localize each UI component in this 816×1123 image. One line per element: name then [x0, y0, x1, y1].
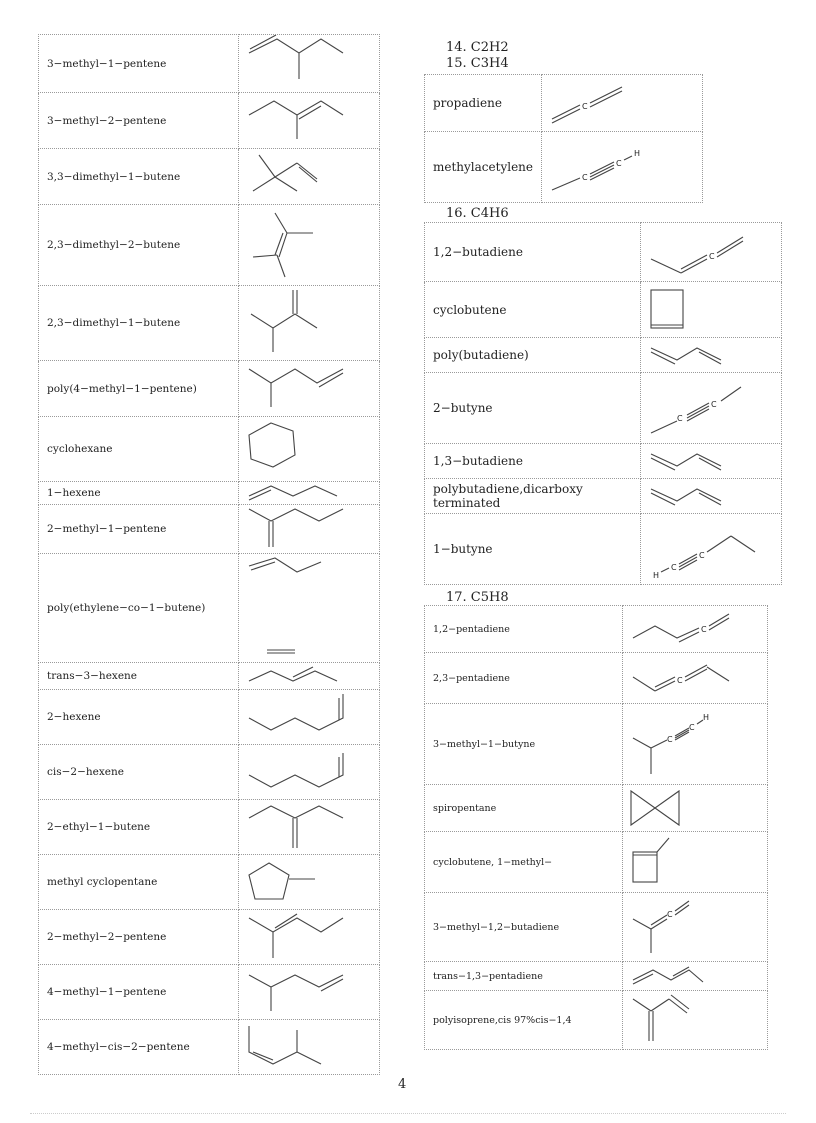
table-row: [425, 373, 782, 444]
compound-name: propadiene: [425, 75, 542, 132]
compound-name: 3−methyl−1−butyne: [425, 704, 623, 785]
compound-name: 2−methyl−2−pentene: [39, 910, 239, 965]
structure-2-3-dimethyl-1-butene: [239, 286, 380, 361]
heading-c5h8: 17. C5H8: [446, 590, 509, 605]
structure-2-butyne: [641, 373, 782, 444]
compound-name: 3,3−dimethyl−1−butene: [39, 149, 239, 205]
compound-name: 3−methyl−1,2−butadiene: [425, 893, 623, 962]
table-row: [425, 223, 782, 282]
compound-name: 1,3−butadiene: [425, 444, 641, 479]
compound-name: 2,3−dimethyl−1−butene: [39, 286, 239, 361]
table-row: [39, 745, 380, 800]
svg-text:C: C: [582, 102, 588, 111]
compound-name: 1−hexene: [39, 482, 239, 505]
svg-text:H: H: [653, 571, 660, 580]
structure-1-2-butadiene: [641, 223, 782, 282]
structure-2-methyl-1-pentene: [239, 505, 380, 554]
table-row: [39, 554, 380, 663]
structure-3-methyl-1-pentene: [239, 35, 380, 93]
structure-3-methyl-1-butyne: [623, 704, 768, 785]
table-row: [39, 505, 380, 554]
table-row: [425, 785, 768, 832]
compound-name: 1,2−butadiene: [425, 223, 641, 282]
structure-3-methyl-1-2-butadiene: [623, 893, 768, 962]
compound-name: methyl cyclopentane: [39, 855, 239, 910]
table-row: [39, 1020, 380, 1075]
table-row: [39, 800, 380, 855]
table-row: [39, 149, 380, 205]
structure-2-ethyl-1-butene: [239, 800, 380, 855]
table-row: [39, 482, 380, 505]
structure-propadiene: [542, 75, 703, 132]
heading-c2h2: 14. C2H2: [446, 40, 509, 55]
structure-1-butyne: [641, 514, 782, 585]
svg-text:C: C: [677, 676, 683, 685]
compound-name: 3−methyl−2−pentene: [39, 93, 239, 149]
table-row: [39, 965, 380, 1020]
svg-text:C: C: [667, 910, 673, 919]
compound-name: poly(butadiene): [425, 338, 641, 373]
compound-name: cyclohexane: [39, 417, 239, 482]
svg-text:C: C: [701, 625, 707, 634]
compound-name: polybutadiene,dicarboxy terminated: [425, 479, 641, 514]
compound-name: polyisoprene,cis 97%cis−1,4: [425, 991, 623, 1050]
compound-name: 2,3−dimethyl−2−butene: [39, 205, 239, 286]
compound-name: 4−methyl−cis−2−pentene: [39, 1020, 239, 1075]
svg-text:C: C: [671, 563, 677, 572]
compound-name: trans−1,3−pentadiene: [425, 962, 623, 991]
structure-poly-4-methyl-1-pentene: [239, 361, 380, 417]
structure-methylacetylene: [542, 132, 703, 203]
table-row: [425, 514, 782, 585]
table-row: [39, 286, 380, 361]
structure-polyisoprene: [623, 991, 768, 1050]
structure-2-3-dimethyl-2-butene: [239, 205, 380, 286]
structure-trans-1-3-pentadiene: [623, 962, 768, 991]
compound-name: trans−3−hexene: [39, 663, 239, 690]
c3h4-table: [424, 74, 703, 203]
svg-text:C: C: [677, 414, 683, 423]
structure-methyl-cyclopentane: [239, 855, 380, 910]
compound-name: 1,2−pentadiene: [425, 606, 623, 653]
svg-text:C: C: [616, 159, 622, 168]
svg-text:C: C: [582, 173, 588, 182]
svg-text:H: H: [703, 713, 710, 722]
structure-cyclohexane: [239, 417, 380, 482]
compound-name: 2−methyl−1−pentene: [39, 505, 239, 554]
structure-poly-ethylene-co-1-butene: [239, 554, 380, 663]
compound-name: 2−butyne: [425, 373, 641, 444]
heading-c3h4: 15. C3H4: [446, 56, 509, 71]
compound-name: 2−ethyl−1−butene: [39, 800, 239, 855]
table-row: [425, 479, 782, 514]
structure-1-methylcyclobutene: [623, 832, 768, 893]
table-row: [425, 893, 768, 962]
table-row: [425, 832, 768, 893]
compound-name: methylacetylene: [425, 132, 542, 203]
table-row: [425, 282, 782, 338]
svg-text:C: C: [711, 400, 717, 409]
structure-1-2-pentadiene: [623, 606, 768, 653]
structure-cis-2-hexene: [239, 745, 380, 800]
compound-name: spiropentane: [425, 785, 623, 832]
table-row: [39, 855, 380, 910]
structure-4-methyl-cis-2-pentene: [239, 1020, 380, 1075]
compound-name: cyclobutene: [425, 282, 641, 338]
compound-name: poly(ethylene−co−1−butene): [39, 554, 239, 663]
table-row: [425, 606, 768, 653]
svg-text:C: C: [699, 551, 705, 560]
structure-spiropentane: [623, 785, 768, 832]
c5h8-table: [424, 605, 768, 1050]
compound-name: 1−butyne: [425, 514, 641, 585]
structure-3-3-dimethyl-1-butene: [239, 149, 380, 205]
structure-poly-butadiene: [641, 338, 782, 373]
structure-1-hexene: [239, 482, 380, 505]
table-row: [39, 910, 380, 965]
structure-3-methyl-2-pentene: [239, 93, 380, 149]
footer-divider: [30, 1113, 786, 1114]
structure-2-3-pentadiene: [623, 653, 768, 704]
table-row: [425, 962, 768, 991]
structure-1-3-butadiene: [641, 444, 782, 479]
table-row: [425, 704, 768, 785]
compound-name: 3−methyl−1−pentene: [39, 35, 239, 93]
c4h6-table: [424, 222, 782, 585]
table-row: [39, 93, 380, 149]
table-row: [39, 663, 380, 690]
structure-cyclobutene: [641, 282, 782, 338]
structure-polybutadiene-dicarboxy: [641, 479, 782, 514]
left-compound-table: [38, 34, 380, 1075]
table-row: [425, 653, 768, 704]
structure-2-hexene: [239, 690, 380, 745]
compound-name: poly(4−methyl−1−pentene): [39, 361, 239, 417]
compound-name: 2−hexene: [39, 690, 239, 745]
compound-name: cis−2−hexene: [39, 745, 239, 800]
compound-name: 4−methyl−1−pentene: [39, 965, 239, 1020]
table-row: [425, 991, 768, 1050]
table-row: [39, 361, 380, 417]
table-row: [39, 205, 380, 286]
table-row: [39, 690, 380, 745]
compound-name: 2,3−pentadiene: [425, 653, 623, 704]
svg-text:C: C: [689, 723, 695, 732]
compound-name: cyclobutene, 1−methyl−: [425, 832, 623, 893]
structure-2-methyl-2-pentene: [239, 910, 380, 965]
page-number: 4: [398, 1077, 407, 1092]
structure-4-methyl-1-pentene: [239, 965, 380, 1020]
svg-text:H: H: [634, 149, 641, 158]
table-row: [425, 444, 782, 479]
heading-c4h6: 16. C4H6: [446, 206, 509, 221]
table-row: [425, 132, 703, 203]
svg-text:C: C: [709, 252, 715, 261]
table-row: [39, 417, 380, 482]
structure-trans-3-hexene: [239, 663, 380, 690]
table-row: [425, 338, 782, 373]
table-row: [425, 75, 703, 132]
svg-text:C: C: [667, 735, 673, 744]
table-row: [39, 35, 380, 93]
